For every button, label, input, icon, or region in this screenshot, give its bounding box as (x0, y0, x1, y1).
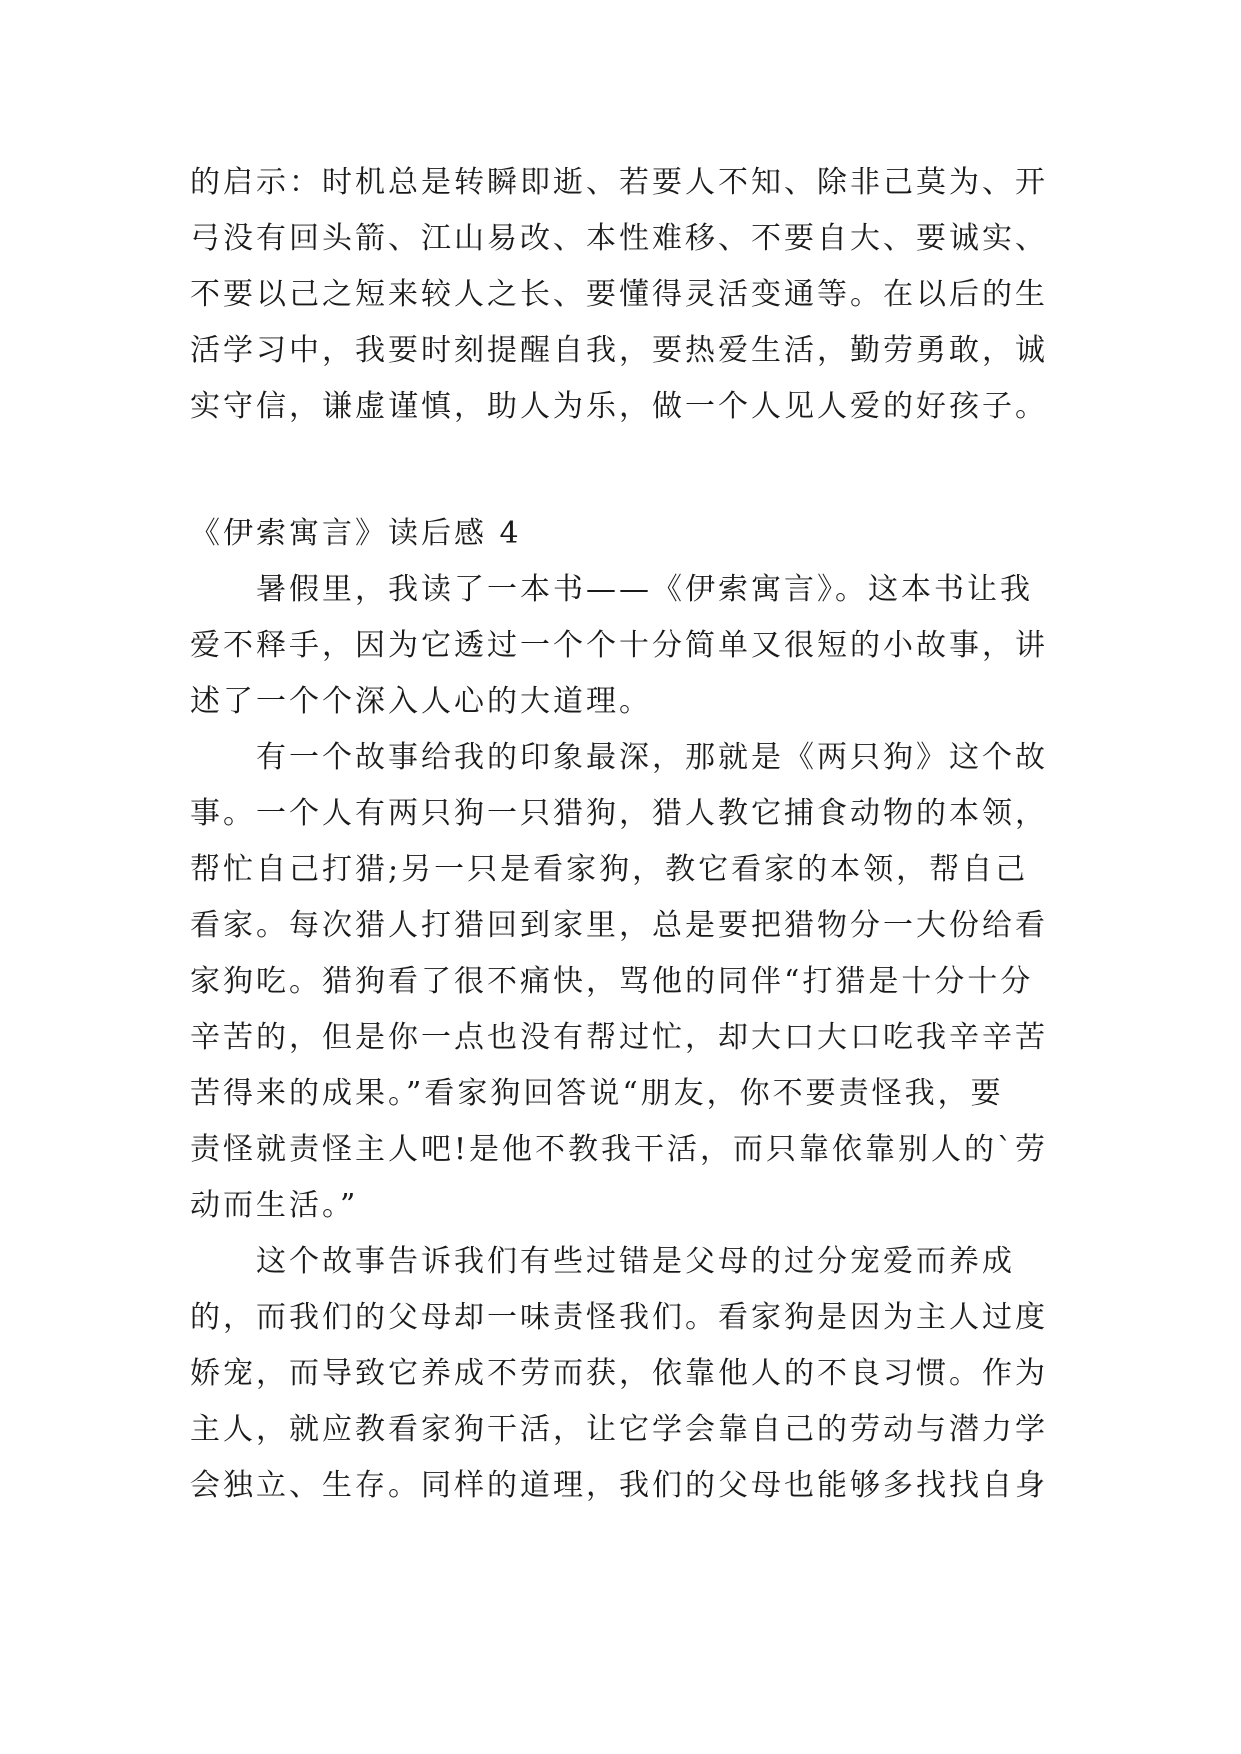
text-line: 看家。每次猎人打猎回到家里，总是要把猎物分一大份给看 (190, 908, 1048, 943)
text-line: 爱不释手，因为它透过一个个十分简单又很短的小故事，讲 (190, 628, 1048, 663)
text-line: 暑假里，我读了一本书——《伊索寓言》。这本书让我 (256, 572, 1033, 607)
text-line: 帮忙自己打猎;另一只是看家狗，教它看家的本领，帮自己 (190, 852, 1029, 887)
section-title-block (190, 506, 1060, 562)
text-line: 家狗吃。猎狗看了很不痛快，骂他的同伴“打猎是十分十分 (190, 964, 1034, 999)
paragraph-1 (190, 562, 1060, 730)
section-title: 《伊索寓言》读后感 4 (190, 516, 522, 551)
text-line: 娇宠，而导致它养成不劳而获，依靠他人的不良习惯。作为 (190, 1356, 1048, 1391)
text-line: 责怪就责怪主人吧!是他不教我干活，而只靠依靠别人的`劳 (190, 1132, 1049, 1167)
text-line: 有一个故事给我的印象最深，那就是《两只狗》这个故 (256, 740, 1048, 775)
text-line: 不要以己之短来较人之长、要懂得灵活变通等。在以后的生 (190, 277, 1048, 312)
text-line: 的，而我们的父母却一味责怪我们。看家狗是因为主人过度 (190, 1300, 1048, 1335)
text-line: 事。一个人有两只狗一只猎狗，猎人教它捕食动物的本领， (190, 796, 1048, 831)
text-line: 述了一个个深入人心的大道理。 (190, 684, 652, 719)
text-line: 辛苦的，但是你一点也没有帮过忙，却大口大口吃我辛辛苦 (190, 1020, 1048, 1055)
essay-body (190, 562, 1060, 1514)
text-line: 主人，就应教看家狗干活，让它学会靠自己的劳动与潜力学 (190, 1412, 1048, 1447)
text-line: 实守信，谦虚谨慎，助人为乐，做一个人见人爱的好孩子。 (190, 389, 1048, 424)
top-paragraph (190, 155, 1060, 435)
text-line: 苦得来的成果。”看家狗回答说“朋友，你不要责怪我，要 (190, 1076, 1004, 1111)
paragraph-3 (190, 1234, 1060, 1514)
text-line: 会独立、生存。同样的道理，我们的父母也能够多找找自身 (190, 1468, 1048, 1503)
text-line: 这个故事告诉我们有些过错是父母的过分宠爱而养成 (256, 1244, 1015, 1279)
text-line: 弓没有回头箭、江山易改、本性难移、不要自大、要诚实、 (190, 221, 1048, 256)
text-line: 动而生活。” (190, 1188, 359, 1223)
text-line: 活学习中，我要时刻提醒自我，要热爱生活，勤劳勇敢，诚 (190, 333, 1048, 368)
text-line: 的启示：时机总是转瞬即逝、若要人不知、除非己莫为、开 (190, 165, 1048, 200)
paragraph-2 (190, 730, 1060, 1234)
